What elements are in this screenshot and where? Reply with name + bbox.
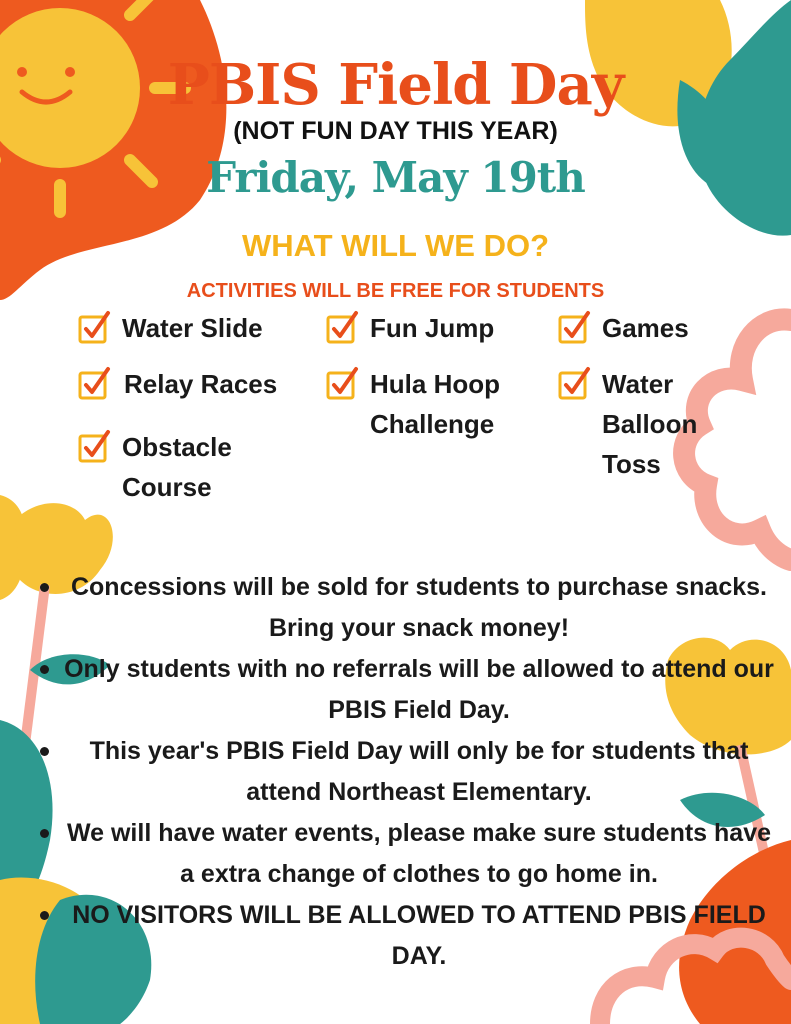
checkbox-icon xyxy=(558,309,594,345)
activity-item xyxy=(326,308,494,348)
activity-item xyxy=(78,364,277,404)
activity-label: Games xyxy=(602,313,689,343)
info-bullet: Concessions will be sold for students to purchase snacks. Bring your snack money! xyxy=(46,567,776,649)
activity-label: Fun Jump xyxy=(370,313,495,343)
activity-label: Relay Races xyxy=(124,369,278,399)
activity-item xyxy=(326,364,500,444)
info-bullet-list xyxy=(46,567,776,977)
checkbox-icon xyxy=(78,309,114,345)
checkbox-icon xyxy=(78,365,114,401)
checkbox-icon xyxy=(326,365,362,401)
info-bullet: NO VISITORS WILL BE ALLOWED TO ATTEND PBIS FIELD DAY. xyxy=(46,895,776,977)
bullet-dot-icon xyxy=(40,665,49,674)
activity-item xyxy=(558,308,689,348)
activity-item xyxy=(558,364,697,484)
checkbox-icon xyxy=(78,428,114,464)
activity-label: Water Balloon Toss xyxy=(602,369,698,479)
activities-heading: WHAT WILL WE DO? xyxy=(241,228,550,263)
event-date: Friday, May 19th xyxy=(206,153,585,202)
info-bullet: This year's PBIS Field Day will only be for students that attend Northeast Elementary. xyxy=(46,731,776,813)
bullet-dot-icon xyxy=(40,911,49,920)
bullet-dot-icon xyxy=(40,829,49,838)
checkbox-icon xyxy=(326,309,362,345)
page-subtitle: (NOT FUN DAY THIS YEAR) xyxy=(233,117,558,145)
info-bullet: Only students with no referrals will be allowed to attend our PBIS Field Day. xyxy=(46,649,776,731)
activities-free-note: ACTIVITIES WILL BE FREE FOR STUDENTS xyxy=(186,280,605,302)
bullet-dot-icon xyxy=(40,747,49,756)
activity-item xyxy=(78,308,263,348)
page-title: PBIS Field Day xyxy=(167,52,624,118)
activity-label: Obstacle Course xyxy=(122,432,232,502)
bullet-dot-icon xyxy=(40,583,49,592)
checkbox-icon xyxy=(558,365,594,401)
activity-label: Hula Hoop Challenge xyxy=(370,369,500,439)
info-bullet: We will have water events, please make sure students have a extra change of clothes to go home in. xyxy=(46,813,776,895)
activity-item xyxy=(78,427,232,507)
activity-label: Water Slide xyxy=(122,313,263,343)
